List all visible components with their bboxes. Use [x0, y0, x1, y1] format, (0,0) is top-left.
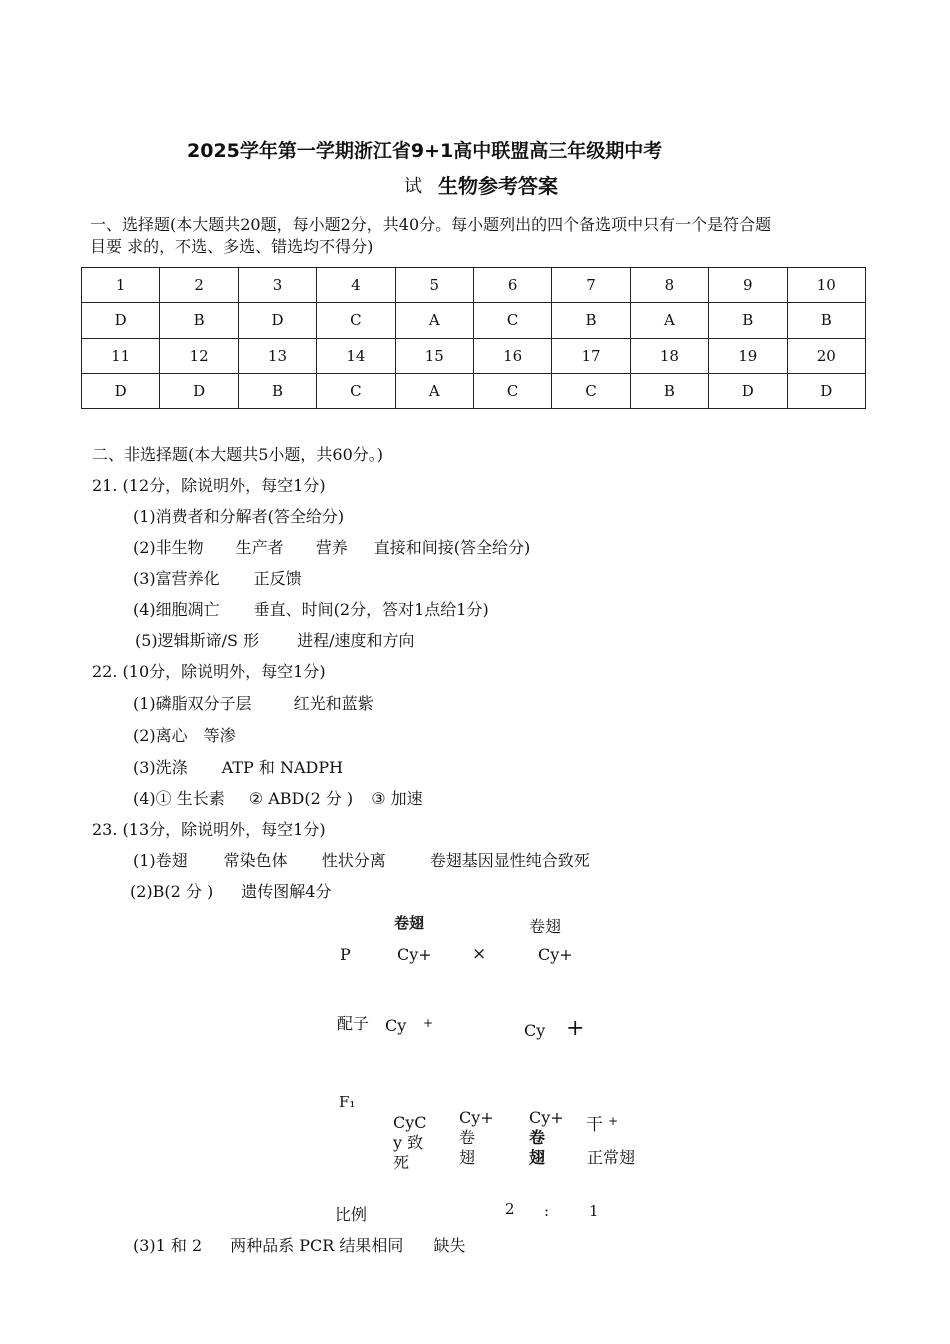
answer-part: 等渗 — [203, 726, 236, 745]
cross-symbol: × — [472, 944, 487, 964]
table-cell: B — [709, 303, 787, 338]
page-title: 2025学年第一学期浙江省9+1高中联盟高三年级期中考 — [187, 140, 663, 162]
f1-label: F₁ — [339, 1093, 356, 1111]
q21-header: 21. (12分，除说明外，每空1分) — [92, 476, 326, 495]
table-cell: 3 — [238, 268, 316, 303]
table-row — [82, 303, 866, 338]
answer-part: 常染色体 — [223, 851, 288, 870]
table-cell: 13 — [238, 338, 316, 373]
f1-line: 翅 — [529, 1148, 546, 1167]
section1-instructions: 一、选择题(本大题共20题，每小题2分，共40分。每小题列出的四个备选项中只有一个是符合题 — [90, 215, 772, 234]
table-cell: 11 — [82, 338, 160, 373]
table-cell: D — [787, 373, 865, 408]
gamete-label: 配子 — [337, 1014, 370, 1033]
table-cell: A — [395, 373, 473, 408]
table-cell: B — [552, 303, 630, 338]
f1-offspring-4-phenotype: 正常翅 — [587, 1148, 636, 1167]
answer-part: 营养 — [315, 538, 348, 557]
f1-line: 翅 — [459, 1148, 476, 1167]
table-cell: 9 — [709, 268, 787, 303]
table-cell: 5 — [395, 268, 473, 303]
table-cell: 17 — [552, 338, 630, 373]
q21-answer-2 — [133, 537, 530, 559]
answer-part: 两种品系 PCR 结果相同 — [230, 1236, 404, 1255]
table-row — [82, 373, 866, 408]
page-subtitle: 生物参考答案 — [438, 174, 558, 198]
table-cell: B — [238, 373, 316, 408]
table-cell: C — [552, 373, 630, 408]
table-row — [82, 268, 866, 303]
table-cell: C — [473, 303, 551, 338]
table-cell: A — [630, 303, 708, 338]
q21-answer-1: (1)消费者和分解者(答全给分) — [133, 507, 345, 526]
answer-part: 垂直、时间(2分，答对1点给1分) — [253, 600, 489, 619]
q23-answer-1 — [133, 850, 590, 872]
p-left-phenotype: 卷翅 — [394, 914, 425, 932]
f1-line: 卷 — [529, 1128, 546, 1147]
table-cell: 12 — [160, 338, 238, 373]
answer-part: (3)1 和 2 — [133, 1236, 203, 1255]
table-cell: 18 — [630, 338, 708, 373]
table-cell: C — [317, 303, 395, 338]
q23-answer-3 — [133, 1235, 465, 1257]
table-cell: B — [160, 303, 238, 338]
answer-part: (2)B(2 分 ) — [130, 882, 214, 901]
table-cell: 20 — [787, 338, 865, 373]
table-cell: 6 — [473, 268, 551, 303]
p-left-genotype: Cy+ — [397, 945, 432, 964]
table-cell: D — [160, 373, 238, 408]
table-cell: 1 — [82, 268, 160, 303]
q21-answer-4 — [133, 599, 489, 621]
ratio-value-1: 1 — [589, 1202, 599, 1220]
answer-part: 遗传图解4分 — [241, 882, 332, 901]
ratio-label: 比例 — [335, 1205, 368, 1224]
table-cell: 4 — [317, 268, 395, 303]
f1-offspring-4-symbol: 干 — [586, 1115, 603, 1135]
f1-line: 卷 — [459, 1128, 476, 1147]
ratio-colon: : — [544, 1202, 550, 1220]
q23-answer-2 — [130, 881, 331, 903]
f1-line: Cy+ — [529, 1108, 564, 1127]
table-cell: 2 — [160, 268, 238, 303]
answer-part: (2)离心 — [133, 726, 188, 745]
q23-header: 23. (13分，除说明外，每空1分) — [92, 820, 326, 839]
answer-part: (3)富营养化 — [133, 569, 220, 588]
p-right-genotype: Cy+ — [538, 945, 573, 964]
q22-answer-4 — [133, 788, 423, 810]
q22-answer-2 — [133, 725, 236, 747]
answer-part: 生产者 — [235, 538, 284, 557]
ratio-value-2: 2 — [505, 1200, 515, 1218]
f1-offspring-2 — [459, 1108, 494, 1168]
q22-header: 22. (10分，除说明外，每空1分) — [92, 662, 326, 681]
answer-part: (1)磷脂双分子层 — [133, 694, 252, 713]
table-cell: D — [709, 373, 787, 408]
answer-part: 红光和蓝紫 — [293, 694, 374, 713]
gamete-right-1: Cy — [524, 1021, 546, 1040]
gamete-left-1: Cy — [385, 1016, 407, 1035]
answer-part: (3)洗涤 — [133, 758, 188, 777]
answer-part: (1)卷翅 — [133, 851, 188, 870]
table-cell: D — [82, 373, 160, 408]
table-cell: 14 — [317, 338, 395, 373]
f1-offspring-1 — [393, 1113, 427, 1173]
gamete-left-2: + — [423, 1016, 434, 1030]
table-cell: B — [787, 303, 865, 338]
f1-offspring-4-allele: + — [608, 1114, 619, 1128]
section1-instructions-2: 目要 求的，不选、多选、错选均不得分) — [90, 237, 374, 256]
answer-part: 正反馈 — [253, 569, 302, 588]
section2-header: 二、非选择题(本大题共5小题，共60分。) — [92, 445, 384, 464]
p-right-phenotype: 卷翅 — [529, 917, 562, 936]
answer-part: (5)逻辑斯谛/S 形 — [135, 631, 260, 650]
f1-line: Cy+ — [459, 1108, 494, 1127]
gamete-right-2: + — [566, 1016, 585, 1041]
page-title-prefix: 试 — [404, 176, 422, 197]
table-cell: 10 — [787, 268, 865, 303]
table-cell: 19 — [709, 338, 787, 373]
answer-part: (4)① 生长素 — [133, 789, 225, 808]
answer-part: ATP 和 NADPH — [221, 758, 344, 777]
table-cell: 8 — [630, 268, 708, 303]
q22-answer-1 — [133, 693, 374, 715]
table-cell: C — [473, 373, 551, 408]
f1-offspring-3 — [529, 1108, 564, 1168]
q22-answer-3 — [133, 757, 343, 779]
answer-part: 进程/速度和方向 — [297, 631, 415, 650]
table-cell: D — [238, 303, 316, 338]
table-cell: C — [317, 373, 395, 408]
p-label: P — [340, 945, 351, 964]
answer-table — [81, 267, 866, 409]
table-cell: 16 — [473, 338, 551, 373]
table-row — [82, 338, 866, 373]
f1-line: 死 — [393, 1153, 410, 1172]
answer-part: 卷翅基因显性纯合致死 — [429, 851, 590, 870]
table-cell: A — [395, 303, 473, 338]
table-cell: 7 — [552, 268, 630, 303]
table-cell: B — [630, 373, 708, 408]
answer-part: 直接和间接(答全给分) — [373, 538, 531, 557]
q21-answer-5 — [135, 630, 415, 652]
q21-answer-3 — [133, 568, 302, 590]
answer-part: (2)非生物 — [133, 538, 204, 557]
f1-line: y 致 — [393, 1133, 424, 1152]
answer-part: ② ABD(2 分 ) — [248, 789, 354, 808]
table-cell: 15 — [395, 338, 473, 373]
answer-part: (4)细胞凋亡 — [133, 600, 220, 619]
answer-part: 性状分离 — [321, 851, 386, 870]
answer-part: ③ 加速 — [371, 789, 423, 808]
table-cell: D — [82, 303, 160, 338]
f1-line: CyC — [393, 1113, 427, 1132]
answer-part: 缺失 — [433, 1236, 466, 1255]
